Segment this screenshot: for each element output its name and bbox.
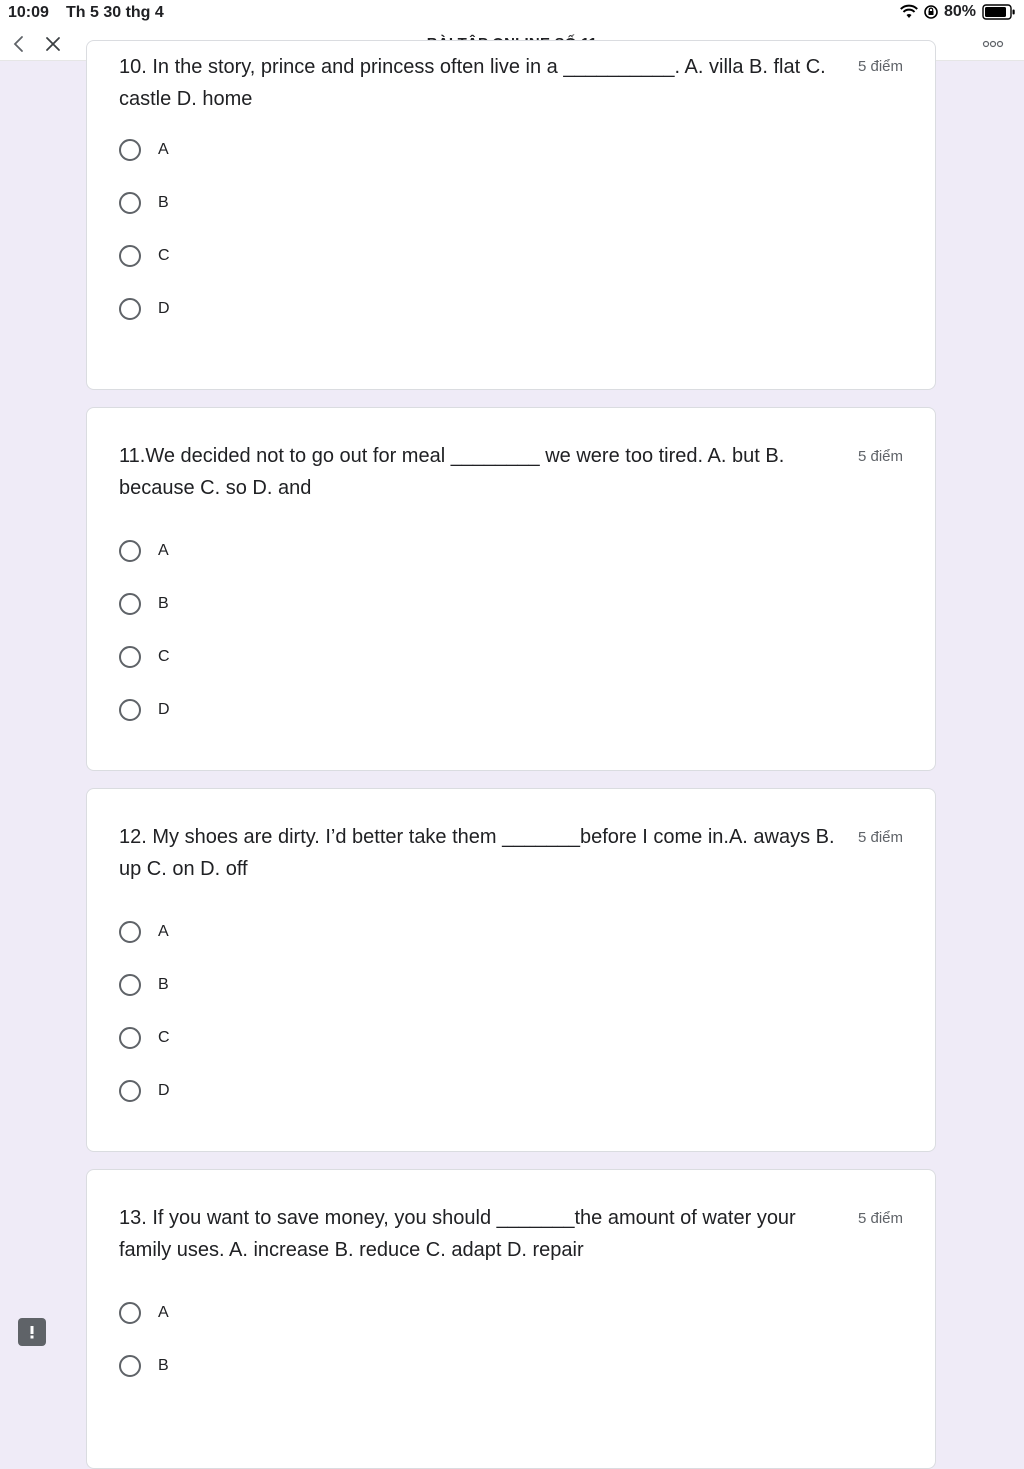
status-time: 10:09: [8, 4, 49, 21]
radio-button[interactable]: [119, 646, 141, 668]
status-bar: [0, 0, 1024, 28]
radio-button[interactable]: [119, 1027, 141, 1049]
option-b[interactable]: [119, 1351, 169, 1381]
radio-button[interactable]: [119, 192, 141, 214]
radio-button[interactable]: [119, 921, 141, 943]
points-label: 5 điểm: [857, 1210, 903, 1227]
radio-button[interactable]: [119, 245, 141, 267]
option-b[interactable]: [119, 970, 169, 1000]
option-label: D: [158, 701, 170, 718]
radio-button[interactable]: [119, 593, 141, 615]
option-d[interactable]: [119, 695, 170, 725]
option-label: A: [158, 542, 169, 559]
wifi-icon: [900, 5, 918, 19]
radio-button[interactable]: [119, 1080, 141, 1102]
option-label: C: [158, 648, 170, 665]
question-text: 13. If you want to save money, you should _______the amount of water your family uses. A. increase B. reduce C. adapt D. repair: [119, 1207, 796, 1261]
option-label: B: [158, 194, 169, 211]
points-label: 5 điểm: [857, 58, 903, 75]
option-label: A: [158, 1304, 169, 1321]
option-a[interactable]: [119, 1298, 169, 1328]
status-date: Th 5 30 thg 4: [66, 4, 164, 21]
question-text: 11.We decided not to go out for meal ________ we were too tired. A. but B. because C. so D. and: [119, 445, 785, 499]
radio-button[interactable]: [119, 298, 141, 320]
option-label: B: [158, 595, 169, 612]
option-c[interactable]: [119, 241, 170, 271]
option-d[interactable]: [119, 1076, 170, 1106]
points-label: 5 điểm: [857, 829, 903, 846]
option-b[interactable]: [119, 188, 169, 218]
more-icon[interactable]: [982, 39, 1004, 49]
feedback-icon: [25, 1324, 39, 1340]
radio-button[interactable]: [119, 139, 141, 161]
battery-percent: 80%: [943, 3, 976, 20]
question-card-13: [86, 1169, 936, 1469]
option-label: D: [158, 300, 170, 317]
option-label: A: [158, 141, 169, 158]
option-label: A: [158, 923, 169, 940]
option-d[interactable]: [119, 294, 170, 324]
rotation-lock-icon: [924, 5, 938, 19]
option-c[interactable]: [119, 642, 170, 672]
radio-button[interactable]: [119, 974, 141, 996]
form-content: [0, 56, 1024, 1374]
option-label: C: [158, 1029, 170, 1046]
feedback-button[interactable]: [18, 1318, 46, 1346]
option-label: B: [158, 1357, 169, 1374]
radio-button[interactable]: [119, 1302, 141, 1324]
option-label: D: [158, 1082, 170, 1099]
option-label: B: [158, 976, 169, 993]
points-label: 5 điểm: [857, 448, 903, 465]
status-indicators: [900, 3, 1016, 21]
question-card-11: [86, 407, 936, 771]
question-text: 10. In the story, prince and princess often live in a __________. A. villa B. flat C. castle D. home: [119, 56, 826, 110]
option-c[interactable]: [119, 1023, 170, 1053]
option-label: C: [158, 247, 170, 264]
battery-icon: [982, 4, 1016, 20]
option-a[interactable]: [119, 536, 169, 566]
radio-button[interactable]: [119, 699, 141, 721]
question-text: 12. My shoes are dirty. I’d better take them _______before I come in.A. aways B. up C. on D. off: [119, 826, 835, 880]
option-b[interactable]: [119, 589, 169, 619]
option-a[interactable]: [119, 135, 169, 165]
radio-button[interactable]: [119, 1355, 141, 1377]
option-a[interactable]: [119, 917, 169, 947]
question-card-12: [86, 788, 936, 1152]
question-card-10: [86, 40, 936, 390]
radio-button[interactable]: [119, 540, 141, 562]
